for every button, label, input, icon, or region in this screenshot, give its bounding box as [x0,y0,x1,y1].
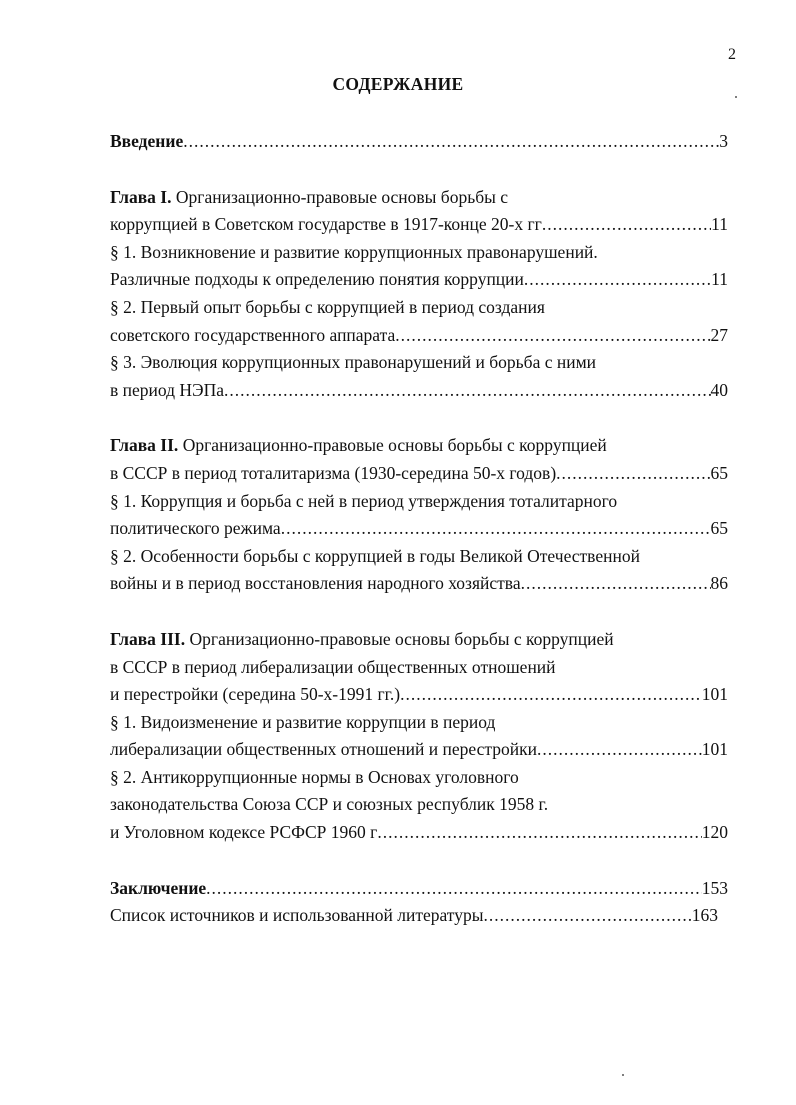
toc-entry-label: Заключение [110,877,207,898]
section-heading[interactable] [110,709,728,737]
section-heading[interactable] [110,349,728,377]
toc-page-number: 101 [701,684,728,705]
toc-entry-section[interactable] [110,736,728,764]
dot-leader [521,570,711,598]
toc-entry-chapter-3[interactable] [110,681,728,709]
chapter-heading[interactable] [110,184,728,212]
toc-page-number: 65 [710,462,728,483]
dot-leader [524,266,711,294]
scan-speck [622,1074,624,1076]
page-number: 2 [728,46,736,63]
toc-page-number: 65 [710,518,728,539]
section-heading[interactable] [110,239,728,267]
scan-speck [735,96,737,98]
toc-entry-bibliography[interactable] [110,902,718,930]
chapter-title: Организационно-правовые основы борьбы с коррупцией [185,628,614,649]
section-title-cont: либерализации общественных отношений и перестройки [110,739,537,760]
section-title-cont: политического режима [110,518,281,539]
toc-entry-intro[interactable] [110,128,728,156]
toc-entry-label: Введение [110,131,184,151]
toc-entry-section[interactable] [110,377,728,405]
section-heading[interactable] [110,764,728,792]
toc-entry-chapter-2[interactable] [110,460,728,488]
section-title-cont: войны и в период восстановления народного хозяйства [110,573,521,594]
toc-page-number: 86 [710,573,728,594]
section-heading[interactable] [110,488,728,516]
section-title-cont: и Уголовном кодексе РСФСР 1960 г [110,822,378,843]
dot-leader [183,128,719,156]
toc-entry-section[interactable] [110,322,728,350]
toc-entry-section[interactable] [110,819,728,847]
toc-page-number: 11 [711,214,728,235]
section-title-cont: советского государственного аппарата [110,324,396,345]
chapter-title-cont: в СССР в период тоталитаризма (1930-середина 50-х годов) [110,462,557,483]
toc-page-number: 40 [710,379,728,400]
section-title: § 2. Первый опыт борьбы с коррупцией в период создания [110,296,545,317]
section-title: § 2. Антикоррупционные нормы в Основах уголовного [110,766,519,787]
section-title: § 1. Коррупция и борьба с ней в период утверждения тоталитарного [110,490,618,511]
chapter-heading[interactable] [110,432,728,460]
page-title: СОДЕРЖАНИЕ [332,74,464,94]
dot-leader [556,460,710,488]
toc-page-number: 27 [710,324,728,345]
chapter-label: Глава II. [110,435,179,456]
toc-page-number: 163 [691,905,718,926]
chapter-title-cont: коррупцией в Советском государстве в 1917-конце 20-х гг [110,214,542,235]
dot-leader [483,902,691,930]
dot-leader [400,681,702,709]
chapter-heading[interactable] [110,626,728,654]
toc-page-number: 101 [701,739,728,760]
dot-leader [542,211,711,239]
dot-leader [224,377,710,405]
toc-entry-chapter-1[interactable] [110,211,728,239]
chapter-heading-cont[interactable] [110,654,728,682]
dot-leader [281,515,711,543]
chapter-title-cont: в СССР в период либерализации общественных отношений [110,656,556,677]
dot-leader [206,875,702,903]
toc-page-number: 11 [711,269,728,290]
chapter-title-cont: и перестройки (середина 50-х-1991 гг.) [110,684,401,705]
section-heading-cont[interactable] [110,791,728,819]
section-title: § 1. Видоизменение и развитие коррупции в период [110,711,496,732]
section-heading[interactable] [110,543,728,571]
toc-entry-section[interactable] [110,266,728,294]
dot-leader [377,819,701,847]
table-of-contents [110,128,728,930]
chapter-label: Глава III. [110,628,186,649]
toc-entry-label: Список источников и использованной литературы [110,905,484,926]
section-heading[interactable] [110,294,728,322]
toc-page-number: 3 [719,131,728,151]
toc-page-number: 120 [701,822,728,843]
chapter-label: Глава I. [110,186,172,207]
chapter-title: Организационно-правовые основы борьбы с [171,186,508,207]
section-title-cont: в период НЭПа [110,379,225,400]
toc-page-number: 153 [701,877,728,898]
chapter-title: Организационно-правовые основы борьбы с коррупцией [178,435,607,456]
dot-leader [537,736,702,764]
dot-leader [395,322,710,350]
toc-entry-section[interactable] [110,515,728,543]
section-title: § 1. Возникновение и развитие коррупционных правонарушений. [110,241,598,262]
toc-entry-conclusion[interactable] [110,875,728,903]
section-title-cont: Различные подходы к определению понятия коррупции [110,269,524,290]
section-title-cont: законодательства Союза ССР и союзных республик 1958 г. [110,794,549,815]
section-title: § 3. Эволюция коррупционных правонарушений и борьба с ними [110,352,597,373]
section-title: § 2. Особенности борьбы с коррупцией в годы Великой Отечественной [110,545,640,566]
toc-entry-section[interactable] [110,570,728,598]
